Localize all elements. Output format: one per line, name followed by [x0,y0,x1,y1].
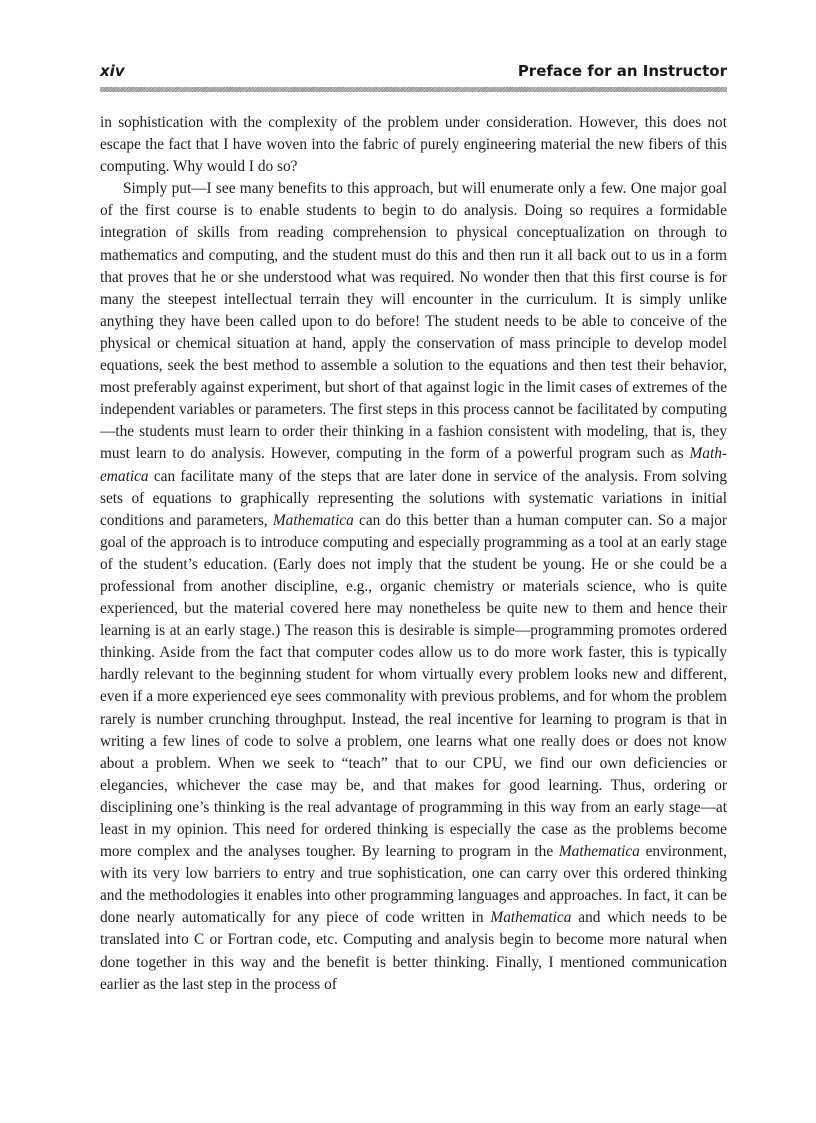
running-head: Preface for an Instructor [517,62,727,80]
page-header [100,62,727,86]
text-segment: can facilitate many of the steps that are later done in service of the analysis. From solving sets of equations to graphically representing the solutions with systematic variations in initial conditions and parameters, [100,467,727,529]
text-segment: can do this better than a human computer can. So a major goal of the approach is to introduce computing and especially programming as a tool at an early stage of the student’s education. (Early does not imply that the student be young. He or she could be a professional from another discipline, e.g., organic chemistry or materials science, who is quite experienced, but the material covered here may nonetheless be quite new to them and hence their learning is at an early stage.) The reason this is desirable is simple—programming promotes ordered thinking. Aside from the fact that computer codes allow us to do more work faster, this is typically hardly relevant to the beginning student for whom virtually every problem looks new and different, even if a more experienced eye sees commonality with previous problems, and for whom the problem rarely is number crunching throughput. Instead, the real incentive for learning to program is that in writing a few lines of code to solve a problem, one learns what one really does or does not know about a problem. When we seek to “teach” that to our CPU, we find our own deficiencies or elegancies, whichever the case may be, and that makes for good learning. Thus, ordering or disciplining one’s thinking is the real advantage of programming in this way from an early stage—at least in my opinion. This need for ordered thinking is especially the case as the problems become more complex and the analyses tougher. By learning to program in the [100,511,727,861]
body-text [100,112,727,996]
italic-term-mathematica: Mathematica [490,909,572,927]
italic-term-mathematica: Mathematica [100,445,727,485]
text-segment: Simply put—I see many benefits to this approach, but will enumerate only a few. One major goal of the first course is to enable students to begin to do analysis. Doing so requires a formidable integration of skills from reading comprehension to physical conceptualization on through to mathematics and computing, and the student must do this and then run it all back out to us in a form that proves that he or she understood what was required. No wonder then that this first course is for many the steepest intellectual terrain they will encounter in the curriculum. It is simply unlike anything they have been called upon to do before! The student needs to be able to conceive of the physical or chemical situation at hand, apply the conservation of mass principle to develop model equations, seek the best method to assemble a solution to the equations and then test their behavior, most preferably against experiment, but short of that against logic in the limit cases of extremes of the independent variables or parameters. The first steps in this process cannot be facilitated by computing—the students must learn to order their thinking in a fashion consistent with modeling, that is, they must learn to do analysis. However, computing in the form of a powerful program such as [100,180,727,463]
text-segment: and which needs to be translated into C or Fortran code, etc. Computing and analysis begin to become more natural when done together in this way and the benefit is better thinking. Finally, I mentioned communication earlier as the last step in the process of [100,909,727,993]
header-rule [100,87,727,92]
page-number: xiv [100,62,125,80]
paragraph-simply-put [100,178,727,995]
paragraph-continued: in sophistication with the complexity of the problem under consideration. However, this does not escape the fact that I have woven into the fabric of purely engineering material the new fibers of this computing. Why would I do so? [100,114,727,176]
text-segment: environment, with its very low barriers to entry and true sophistication, one can carry over this ordered thinking and the methodologies it enables into other programming languages and approaches. In fact, it can be done nearly automatically for any piece of code written in [100,843,727,927]
italic-term-mathematica: Mathematica [272,511,354,529]
italic-term-mathematica: Mathematica [558,843,640,861]
